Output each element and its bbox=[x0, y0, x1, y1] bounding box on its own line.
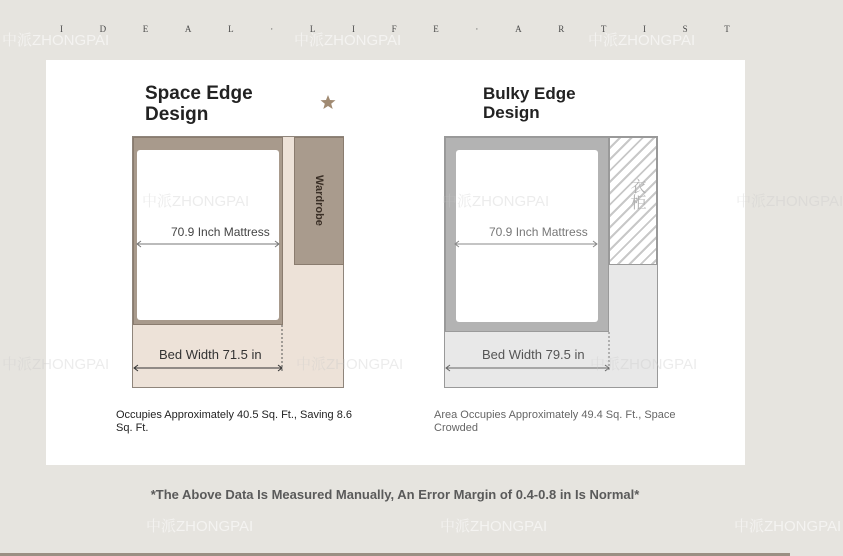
tagline-letter: I bbox=[351, 24, 355, 34]
right-design-title: Bulky Edge Design bbox=[483, 84, 576, 122]
left-room-diagram bbox=[132, 136, 344, 388]
left-area-caption: Occupies Approximately 40.5 Sq. Ft., Saving 8.6 Sq. Ft. bbox=[116, 409, 353, 434]
watermark: 中派ZHONGPAI bbox=[734, 518, 842, 535]
right-mattress-label: 70.9 Inch Mattress bbox=[489, 225, 588, 239]
left-design-title: Space Edge Design bbox=[145, 83, 253, 125]
tagline-letter: I bbox=[643, 24, 646, 34]
tagline-letter: A bbox=[184, 24, 192, 34]
right-room-diagram bbox=[444, 136, 658, 388]
wardrobe-label: Wardrobe bbox=[313, 174, 325, 226]
left-mattress-label: 70.9 Inch Mattress bbox=[171, 225, 270, 239]
watermark: 中派ZHONGPAI bbox=[736, 193, 843, 210]
tagline-letter: A bbox=[515, 24, 522, 34]
tagline-letter: L bbox=[309, 24, 316, 34]
watermark: 中派ZHONGPAI bbox=[2, 356, 110, 373]
brand-tagline bbox=[60, 22, 730, 36]
watermark: 中派ZHONGPAI bbox=[2, 32, 110, 49]
star-icon bbox=[320, 94, 336, 110]
wardrobe-label: 衣柜 bbox=[628, 178, 645, 210]
watermark: 中派ZHONGPAI bbox=[440, 518, 548, 535]
watermark: 中派ZHONGPAI bbox=[590, 356, 698, 373]
tagline-letter: S bbox=[682, 24, 688, 34]
watermark: 中派ZHONGPAI bbox=[296, 356, 404, 373]
watermark: 中派ZHONGPAI bbox=[294, 32, 402, 49]
tagline-letter: L bbox=[228, 24, 234, 34]
right-bed-width-label: Bed Width 79.5 in bbox=[482, 347, 585, 362]
tagline-separator: · bbox=[475, 24, 479, 34]
measurement-footnote: *The Above Data Is Measured Manually, An Error Margin of 0.4-0.8 in Is Normal* bbox=[150, 487, 640, 502]
watermark: 中派ZHONGPAI bbox=[142, 193, 250, 210]
tagline-letter: D bbox=[99, 24, 107, 34]
tagline-separator: · bbox=[270, 24, 274, 34]
tagline-letter: F bbox=[391, 24, 397, 34]
tagline-letter: E bbox=[142, 24, 149, 34]
comparison-card bbox=[2, 60, 843, 465]
tagline-letter: I bbox=[60, 24, 63, 34]
tagline-letter: E bbox=[433, 24, 439, 34]
watermark: 中派ZHONGPAI bbox=[442, 193, 550, 210]
left-bed-width-label: Bed Width 71.5 in bbox=[159, 347, 262, 362]
tagline-letter: R bbox=[558, 24, 565, 34]
right-area-caption: Area Occupies Approximately 49.4 Sq. Ft., Space Crowded bbox=[434, 409, 676, 434]
watermark: 中派ZHONGPAI bbox=[146, 518, 254, 535]
watermark: 中派ZHONGPAI bbox=[588, 32, 696, 49]
tagline-letter: T bbox=[600, 24, 607, 34]
tagline-letter: T bbox=[724, 24, 730, 34]
